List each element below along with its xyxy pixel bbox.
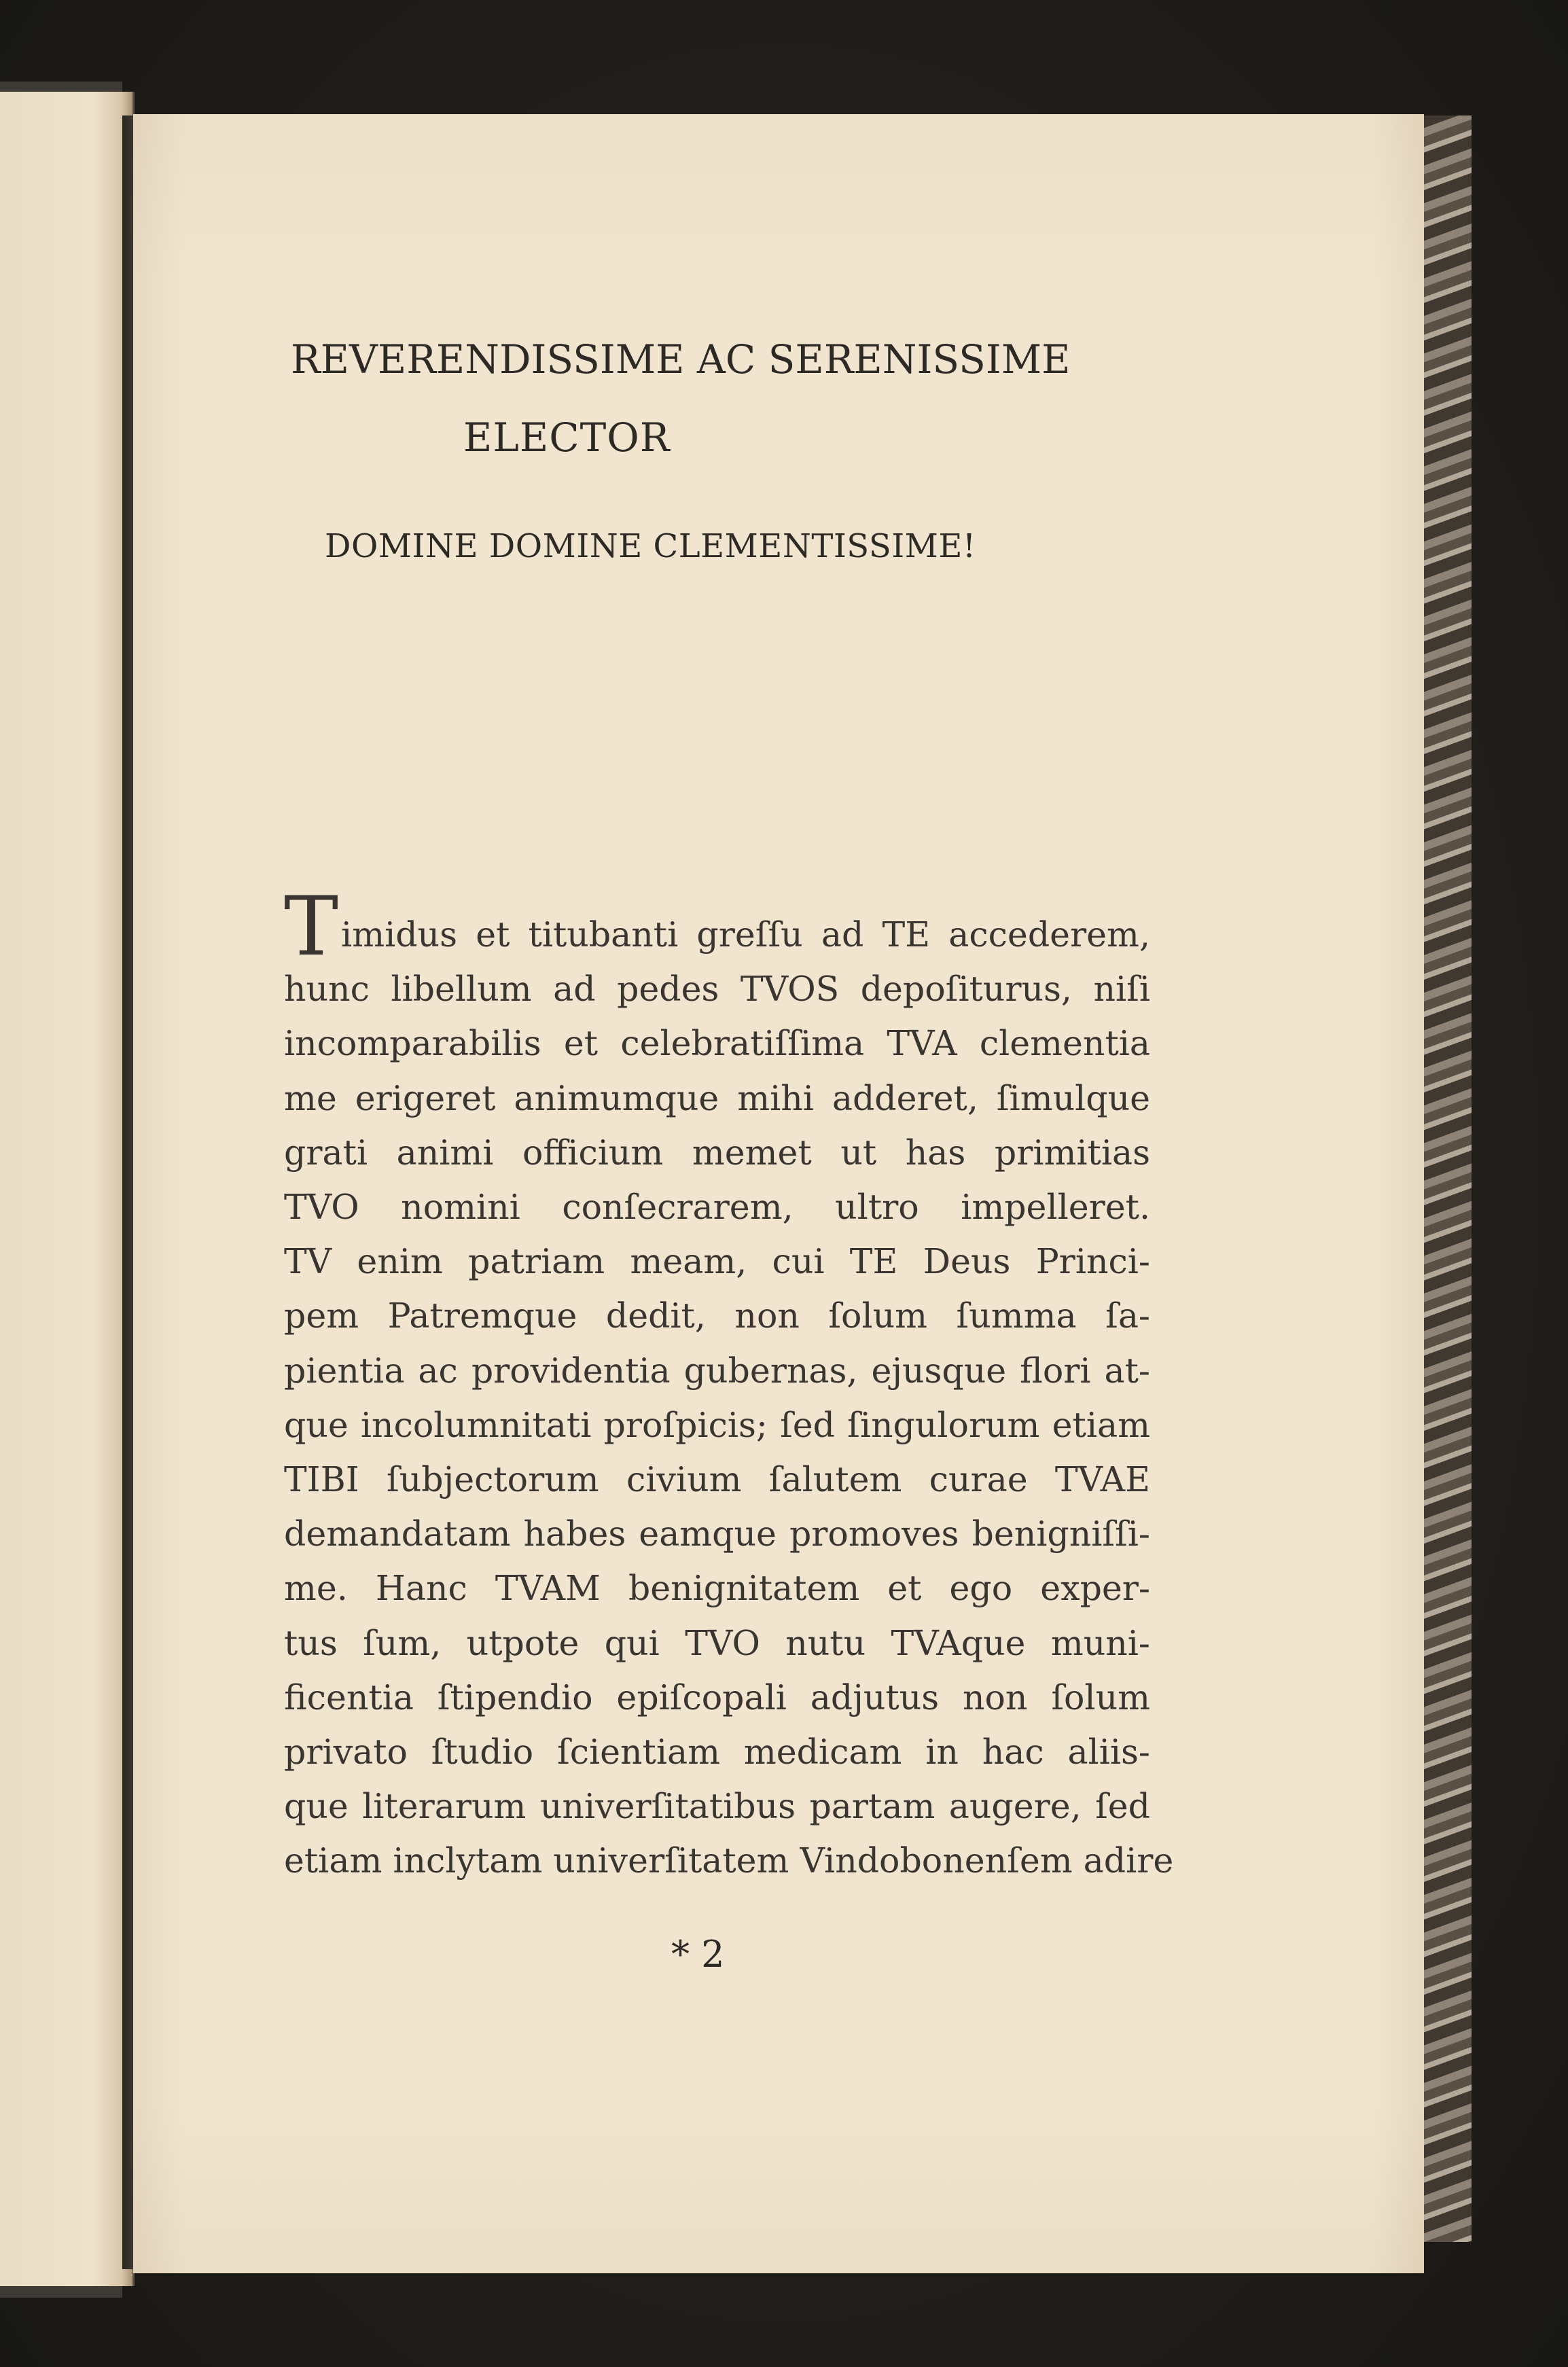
body-line-text: imidus et titubanti greſſu ad TE accederem,	[341, 914, 1150, 955]
body-line: tus ſum, utpote qui TVO nutu TVAque muni-	[284, 1622, 1150, 1663]
body-line: me. Hanc TVAM benignitatem et ego exper-	[284, 1568, 1150, 1609]
body-line: TVO nomini conſecrarem, ultro impelleret.	[284, 1187, 1150, 1228]
body-line: etiam inclytam univerſitatem Vindobonenſem adire	[284, 1840, 1174, 1881]
body-line: me erigeret animumque mihi adderet, ſimulque	[284, 1078, 1150, 1118]
body-line: grati animi officium memet ut has primitias	[284, 1132, 1150, 1173]
book-fore-edge	[1421, 115, 1472, 2242]
body-line	[284, 880, 1150, 974]
body-line: TIBI ſubjectorum civium ſalutem curae TVAE	[284, 1459, 1150, 1500]
body-line: pientia ac providentia gubernas, ejusque flori at-	[284, 1350, 1150, 1391]
signature-mark: * 2	[671, 1933, 725, 1976]
body-line: pem Patremque dedit, non ſolum ſumma ſa-	[284, 1296, 1150, 1336]
salutation: DOMINE DOMINE CLEMENTISSIME!	[325, 527, 976, 565]
body-line: TV enim patriam meam, cui TE Deus Princi-	[284, 1241, 1150, 1282]
body-line: ficentia ſtipendio epiſcopali adjutus non ſolum	[284, 1677, 1150, 1718]
body-line: demandatam habes eamque promoves benigniſſi-	[284, 1514, 1150, 1554]
body-line: privato ſtudio ſcientiam medicam in hac aliis-	[284, 1732, 1150, 1773]
heading-line-2: ELECTOR	[463, 414, 671, 461]
left-page-edge	[0, 92, 135, 2286]
body-line: que incolumnitati proſpicis; ſed ſingulorum etiam	[284, 1404, 1150, 1445]
body-line: que literarum univerſitatibus partam augere, ſed	[284, 1786, 1150, 1827]
body-line: hunc libellum ad pedes TVOS depoſiturus, niſi	[284, 969, 1150, 1010]
heading-line-1: REVERENDISSIME AC SERENISSIME	[291, 336, 1071, 382]
drop-cap: T	[284, 880, 339, 974]
dedication-body	[284, 880, 1174, 1889]
body-line: incomparabilis et celebratiſſima TVA clementia	[284, 1023, 1150, 1064]
